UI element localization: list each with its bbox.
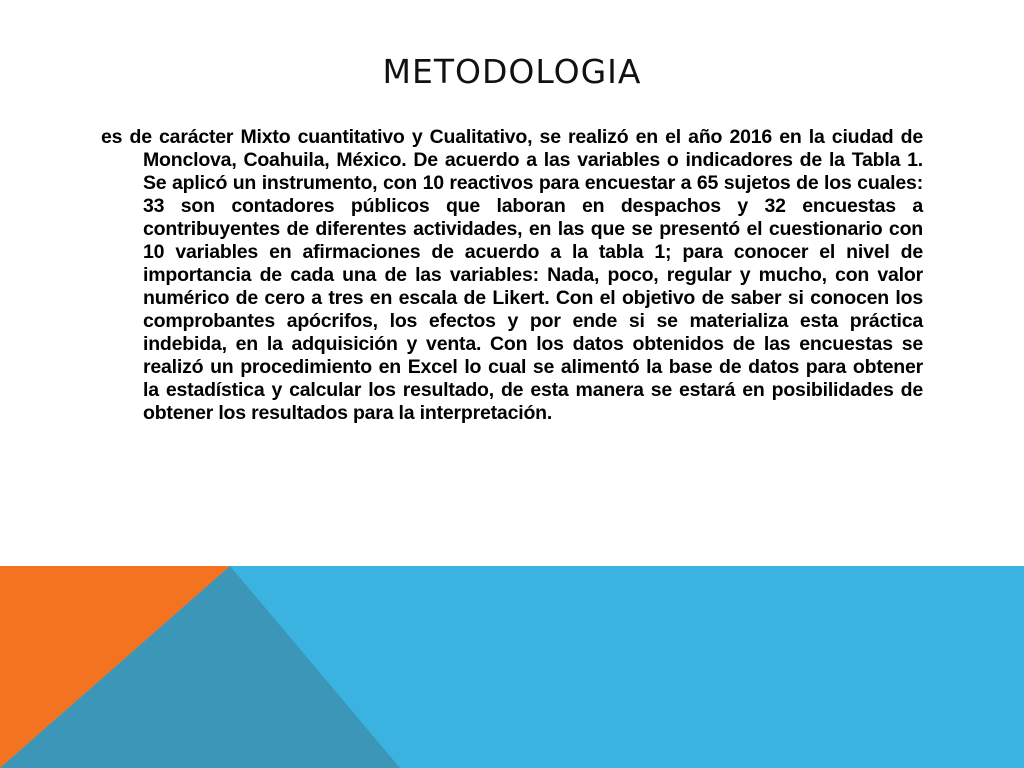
decorative-footer-band [0,566,1024,768]
slide-body-text: es de carácter Mixto cuantitativo y Cualitativo, se realizó en el año 2016 en la ciudad de Monclova, Coahuila, México. De acuerdo a las variables o indicadores de la Tabla 1. Se aplicó un instrumento, con 10 reactivos para encuestar a 65 sujetos de los cuales: 33 son contadores públicos que laboran en despachos y 32 encuestas a contribuyentes de diferentes actividades, en las que se presentó el cuestionario con 10 variables en afirmaciones de acuerdo a la tabla 1; para conocer el nivel de importancia de cada una de las variables: Nada, poco, regular y mucho, con valor numérico de cero a tres en escala de Likert. Con el objetivo de saber si conocen los comprobantes apócrifos, los efectos y por ende si se materializa esta práctica indebida, en la adquisición y venta. Con los datos obtenidos de las encuestas se realizó un procedimiento en Excel lo cual se alimentó la base de datos para obtener la estadística y calcular los resultado, de esta manera se estará en posibilidades de obtener los resultados para la interpretación. [101,126,923,424]
slide-title: METODOLOGIA [382,52,642,91]
